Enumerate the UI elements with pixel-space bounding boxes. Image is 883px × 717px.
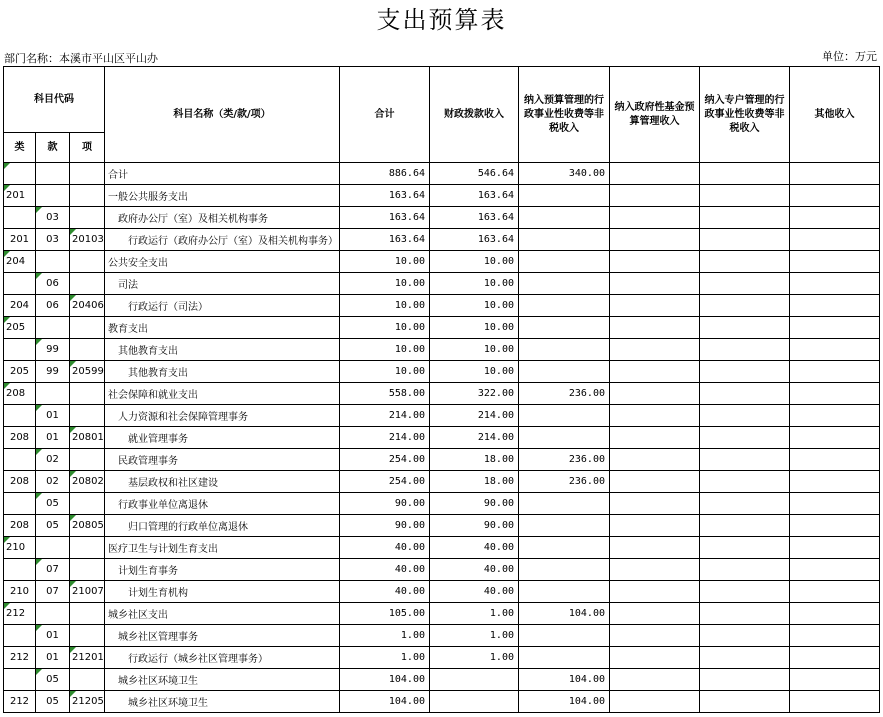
cell-special-mgmt xyxy=(700,229,790,251)
cell-special-mgmt xyxy=(700,559,790,581)
cell-name: 政府办公厅（室）及相关机构事务 xyxy=(105,207,340,229)
cell-other xyxy=(790,559,880,581)
cell-gov-fund xyxy=(610,163,700,185)
cell-budget-mgmt xyxy=(519,493,610,515)
table-row xyxy=(4,229,880,251)
cell-name: 行政运行（司法） xyxy=(105,295,340,317)
cell-special-mgmt xyxy=(700,317,790,339)
cell-name: 司法 xyxy=(105,273,340,295)
cell-kuan: 01 xyxy=(36,405,70,427)
cell-kuan xyxy=(36,603,70,625)
cell-special-mgmt xyxy=(700,251,790,273)
cell-special-mgmt xyxy=(700,581,790,603)
cell-other xyxy=(790,449,880,471)
cell-special-mgmt xyxy=(700,471,790,493)
cell-fiscal: 10.00 xyxy=(430,317,519,339)
table-row xyxy=(4,163,880,185)
cell-xiang xyxy=(70,537,105,559)
cell-xiang xyxy=(70,493,105,515)
cell-lei: 208 xyxy=(4,471,36,493)
cell-special-mgmt xyxy=(700,647,790,669)
cell-total: 1.00 xyxy=(340,625,430,647)
cell-total: 558.00 xyxy=(340,383,430,405)
cell-lei xyxy=(4,493,36,515)
header-kuan: 款 xyxy=(36,133,70,163)
cell-fiscal: 10.00 xyxy=(430,273,519,295)
cell-xiang xyxy=(70,339,105,361)
table-row xyxy=(4,185,880,207)
table-row xyxy=(4,581,880,603)
cell-name: 社会保障和就业支出 xyxy=(105,383,340,405)
cell-budget-mgmt xyxy=(519,207,610,229)
cell-gov-fund xyxy=(610,581,700,603)
cell-lei xyxy=(4,207,36,229)
cell-special-mgmt xyxy=(700,163,790,185)
cell-xiang xyxy=(70,383,105,405)
cell-name: 城乡社区环境卫生 xyxy=(105,691,340,713)
cell-lei: 208 xyxy=(4,515,36,537)
cell-kuan xyxy=(36,317,70,339)
cell-budget-mgmt xyxy=(519,229,610,251)
cell-name: 其他教育支出 xyxy=(105,339,340,361)
cell-gov-fund xyxy=(610,317,700,339)
cell-gov-fund xyxy=(610,229,700,251)
cell-budget-mgmt: 236.00 xyxy=(519,449,610,471)
cell-fiscal: 90.00 xyxy=(430,493,519,515)
cell-gov-fund xyxy=(610,647,700,669)
unit-label: 单位：万元 xyxy=(822,50,877,63)
cell-total: 10.00 xyxy=(340,273,430,295)
cell-xiang xyxy=(70,405,105,427)
cell-special-mgmt xyxy=(700,273,790,295)
header-name: 科目名称（类/款/项） xyxy=(105,67,340,163)
table-row xyxy=(4,603,880,625)
cell-gov-fund xyxy=(610,207,700,229)
table-row xyxy=(4,383,880,405)
cell-lei xyxy=(4,559,36,581)
header-gov-fund: 纳入政府性基金预算管理收入 xyxy=(610,67,700,163)
cell-xiang xyxy=(70,625,105,647)
cell-name: 教育支出 xyxy=(105,317,340,339)
cell-other xyxy=(790,691,880,713)
cell-special-mgmt xyxy=(700,427,790,449)
cell-xiang: 21205 xyxy=(70,691,105,713)
expenditure-budget-table xyxy=(3,66,880,713)
cell-name: 医疗卫生与计划生育支出 xyxy=(105,537,340,559)
cell-xiang xyxy=(70,185,105,207)
cell-kuan: 99 xyxy=(36,339,70,361)
cell-lei: 205 xyxy=(4,361,36,383)
cell-lei: 201 xyxy=(4,185,36,207)
cell-kuan xyxy=(36,251,70,273)
cell-budget-mgmt xyxy=(519,537,610,559)
table-row xyxy=(4,317,880,339)
cell-kuan: 05 xyxy=(36,691,70,713)
cell-other xyxy=(790,185,880,207)
cell-budget-mgmt xyxy=(519,317,610,339)
cell-lei: 210 xyxy=(4,581,36,603)
cell-other xyxy=(790,163,880,185)
cell-other xyxy=(790,229,880,251)
cell-fiscal: 10.00 xyxy=(430,295,519,317)
department-name: 部门名称：本溪市平山区平山办 xyxy=(4,52,158,65)
cell-other xyxy=(790,493,880,515)
cell-budget-mgmt xyxy=(519,295,610,317)
cell-budget-mgmt: 104.00 xyxy=(519,669,610,691)
cell-other xyxy=(790,471,880,493)
cell-other xyxy=(790,405,880,427)
cell-name: 就业管理事务 xyxy=(105,427,340,449)
table-body xyxy=(4,163,880,713)
cell-total: 10.00 xyxy=(340,361,430,383)
cell-total: 10.00 xyxy=(340,317,430,339)
table-row xyxy=(4,691,880,713)
cell-xiang: 20599 xyxy=(70,361,105,383)
header-xiang: 项 xyxy=(70,133,105,163)
cell-total: 254.00 xyxy=(340,471,430,493)
cell-other xyxy=(790,581,880,603)
cell-kuan: 05 xyxy=(36,515,70,537)
cell-lei: 210 xyxy=(4,537,36,559)
cell-special-mgmt xyxy=(700,361,790,383)
cell-lei: 201 xyxy=(4,229,36,251)
cell-lei: 208 xyxy=(4,427,36,449)
cell-xiang: 20406 xyxy=(70,295,105,317)
cell-xiang xyxy=(70,317,105,339)
cell-name: 人力资源和社会保障管理事务 xyxy=(105,405,340,427)
cell-name: 行政事业单位离退休 xyxy=(105,493,340,515)
cell-total: 10.00 xyxy=(340,251,430,273)
cell-budget-mgmt xyxy=(519,559,610,581)
cell-kuan: 02 xyxy=(36,449,70,471)
cell-other xyxy=(790,207,880,229)
cell-budget-mgmt xyxy=(519,361,610,383)
cell-budget-mgmt: 340.00 xyxy=(519,163,610,185)
cell-fiscal: 40.00 xyxy=(430,537,519,559)
cell-fiscal: 546.64 xyxy=(430,163,519,185)
table-row xyxy=(4,669,880,691)
cell-fiscal: 18.00 xyxy=(430,449,519,471)
cell-other xyxy=(790,251,880,273)
cell-xiang xyxy=(70,449,105,471)
cell-other xyxy=(790,647,880,669)
header-budget-mgmt: 纳入预算管理的行政事业性收费等非税收入 xyxy=(519,67,610,163)
cell-kuan: 01 xyxy=(36,625,70,647)
cell-fiscal xyxy=(430,669,519,691)
cell-xiang xyxy=(70,163,105,185)
cell-budget-mgmt xyxy=(519,515,610,537)
cell-gov-fund xyxy=(610,669,700,691)
cell-xiang: 20801 xyxy=(70,427,105,449)
table-row xyxy=(4,251,880,273)
cell-kuan: 01 xyxy=(36,647,70,669)
cell-kuan xyxy=(36,185,70,207)
cell-fiscal: 10.00 xyxy=(430,251,519,273)
cell-budget-mgmt xyxy=(519,273,610,295)
cell-gov-fund xyxy=(610,251,700,273)
cell-xiang: 20802 xyxy=(70,471,105,493)
cell-lei xyxy=(4,163,36,185)
cell-fiscal: 10.00 xyxy=(430,361,519,383)
cell-budget-mgmt xyxy=(519,647,610,669)
table-row xyxy=(4,449,880,471)
cell-xiang xyxy=(70,559,105,581)
cell-total: 163.64 xyxy=(340,185,430,207)
cell-fiscal: 1.00 xyxy=(430,647,519,669)
cell-special-mgmt xyxy=(700,537,790,559)
cell-lei: 205 xyxy=(4,317,36,339)
cell-other xyxy=(790,295,880,317)
table-row xyxy=(4,405,880,427)
cell-budget-mgmt xyxy=(519,405,610,427)
header-lei: 类 xyxy=(4,133,36,163)
table-row xyxy=(4,493,880,515)
cell-total: 163.64 xyxy=(340,229,430,251)
cell-fiscal: 1.00 xyxy=(430,625,519,647)
cell-other xyxy=(790,625,880,647)
cell-xiang: 20805 xyxy=(70,515,105,537)
cell-other xyxy=(790,383,880,405)
cell-total: 104.00 xyxy=(340,669,430,691)
cell-name: 公共安全支出 xyxy=(105,251,340,273)
cell-special-mgmt xyxy=(700,603,790,625)
cell-kuan: 03 xyxy=(36,207,70,229)
table-row xyxy=(4,559,880,581)
cell-kuan: 01 xyxy=(36,427,70,449)
cell-other xyxy=(790,515,880,537)
header-other: 其他收入 xyxy=(790,67,880,163)
cell-fiscal xyxy=(430,691,519,713)
cell-gov-fund xyxy=(610,185,700,207)
table-row xyxy=(4,515,880,537)
cell-lei: 204 xyxy=(4,295,36,317)
cell-kuan: 07 xyxy=(36,559,70,581)
cell-fiscal: 163.64 xyxy=(430,229,519,251)
cell-special-mgmt xyxy=(700,207,790,229)
table-row xyxy=(4,295,880,317)
cell-kuan: 99 xyxy=(36,361,70,383)
cell-xiang xyxy=(70,669,105,691)
cell-total: 254.00 xyxy=(340,449,430,471)
cell-total: 40.00 xyxy=(340,581,430,603)
cell-name: 城乡社区环境卫生 xyxy=(105,669,340,691)
table-row xyxy=(4,625,880,647)
cell-fiscal: 90.00 xyxy=(430,515,519,537)
cell-lei xyxy=(4,339,36,361)
cell-other xyxy=(790,427,880,449)
cell-lei: 212 xyxy=(4,647,36,669)
cell-budget-mgmt xyxy=(519,427,610,449)
cell-lei: 212 xyxy=(4,691,36,713)
cell-fiscal: 163.64 xyxy=(430,207,519,229)
table-row xyxy=(4,273,880,295)
cell-xiang xyxy=(70,273,105,295)
table-row xyxy=(4,471,880,493)
table-row xyxy=(4,427,880,449)
cell-gov-fund xyxy=(610,625,700,647)
cell-name: 计划生育机构 xyxy=(105,581,340,603)
cell-xiang: 21201 xyxy=(70,647,105,669)
cell-name: 城乡社区支出 xyxy=(105,603,340,625)
cell-xiang xyxy=(70,207,105,229)
cell-gov-fund xyxy=(610,515,700,537)
cell-gov-fund xyxy=(610,471,700,493)
cell-total: 104.00 xyxy=(340,691,430,713)
cell-total: 40.00 xyxy=(340,537,430,559)
cell-special-mgmt xyxy=(700,185,790,207)
cell-lei xyxy=(4,669,36,691)
cell-fiscal: 163.64 xyxy=(430,185,519,207)
cell-budget-mgmt: 236.00 xyxy=(519,383,610,405)
cell-name: 基层政权和社区建设 xyxy=(105,471,340,493)
cell-budget-mgmt xyxy=(519,251,610,273)
cell-gov-fund xyxy=(610,449,700,471)
cell-total: 105.00 xyxy=(340,603,430,625)
cell-total: 40.00 xyxy=(340,559,430,581)
cell-lei xyxy=(4,405,36,427)
cell-kuan: 07 xyxy=(36,581,70,603)
cell-budget-mgmt: 104.00 xyxy=(519,603,610,625)
cell-total: 10.00 xyxy=(340,339,430,361)
cell-special-mgmt xyxy=(700,295,790,317)
cell-gov-fund xyxy=(610,537,700,559)
cell-fiscal: 40.00 xyxy=(430,581,519,603)
cell-special-mgmt xyxy=(700,691,790,713)
cell-name: 一般公共服务支出 xyxy=(105,185,340,207)
cell-name: 行政运行（政府办公厅（室）及相关机构事务） xyxy=(105,229,340,251)
cell-total: 90.00 xyxy=(340,493,430,515)
cell-gov-fund xyxy=(610,427,700,449)
cell-total: 214.00 xyxy=(340,427,430,449)
header-fiscal: 财政拨款收入 xyxy=(430,67,519,163)
cell-kuan: 06 xyxy=(36,295,70,317)
cell-gov-fund xyxy=(610,691,700,713)
cell-budget-mgmt xyxy=(519,185,610,207)
cell-kuan: 05 xyxy=(36,669,70,691)
cell-gov-fund xyxy=(610,361,700,383)
cell-lei: 208 xyxy=(4,383,36,405)
cell-gov-fund xyxy=(610,295,700,317)
cell-budget-mgmt: 236.00 xyxy=(519,471,610,493)
table-row xyxy=(4,361,880,383)
cell-total: 886.64 xyxy=(340,163,430,185)
cell-lei xyxy=(4,625,36,647)
cell-kuan xyxy=(36,383,70,405)
cell-budget-mgmt xyxy=(519,339,610,361)
cell-special-mgmt xyxy=(700,515,790,537)
cell-name: 其他教育支出 xyxy=(105,361,340,383)
cell-total: 10.00 xyxy=(340,295,430,317)
header-special-mgmt: 纳入专户管理的行政事业性收费等非税收入 xyxy=(700,67,790,163)
cell-kuan: 06 xyxy=(36,273,70,295)
cell-gov-fund xyxy=(610,493,700,515)
cell-name: 城乡社区管理事务 xyxy=(105,625,340,647)
cell-fiscal: 1.00 xyxy=(430,603,519,625)
cell-other xyxy=(790,603,880,625)
cell-lei: 204 xyxy=(4,251,36,273)
cell-name: 行政运行（城乡社区管理事务） xyxy=(105,647,340,669)
cell-fiscal: 214.00 xyxy=(430,405,519,427)
cell-special-mgmt xyxy=(700,493,790,515)
cell-name: 民政管理事务 xyxy=(105,449,340,471)
table-row xyxy=(4,537,880,559)
cell-xiang: 21007 xyxy=(70,581,105,603)
page-title: 支出预算表 xyxy=(376,6,507,34)
cell-budget-mgmt: 104.00 xyxy=(519,691,610,713)
cell-budget-mgmt xyxy=(519,625,610,647)
cell-gov-fund xyxy=(610,273,700,295)
cell-name: 计划生育事务 xyxy=(105,559,340,581)
cell-special-mgmt xyxy=(700,339,790,361)
table-row xyxy=(4,207,880,229)
cell-kuan: 03 xyxy=(36,229,70,251)
cell-gov-fund xyxy=(610,405,700,427)
cell-lei xyxy=(4,273,36,295)
cell-name: 归口管理的行政单位离退休 xyxy=(105,515,340,537)
cell-gov-fund xyxy=(610,603,700,625)
cell-special-mgmt xyxy=(700,625,790,647)
cell-special-mgmt xyxy=(700,405,790,427)
cell-fiscal: 10.00 xyxy=(430,339,519,361)
cell-kuan: 05 xyxy=(36,493,70,515)
header-total: 合计 xyxy=(340,67,430,163)
cell-gov-fund xyxy=(610,383,700,405)
cell-lei: 212 xyxy=(4,603,36,625)
cell-name: 合计 xyxy=(105,163,340,185)
cell-total: 163.64 xyxy=(340,207,430,229)
cell-special-mgmt xyxy=(700,383,790,405)
cell-budget-mgmt xyxy=(519,581,610,603)
cell-fiscal: 18.00 xyxy=(430,471,519,493)
cell-kuan: 02 xyxy=(36,471,70,493)
cell-kuan xyxy=(36,537,70,559)
header-code-group: 科目代码 xyxy=(4,67,105,133)
cell-fiscal: 214.00 xyxy=(430,427,519,449)
cell-fiscal: 40.00 xyxy=(430,559,519,581)
cell-other xyxy=(790,339,880,361)
cell-other xyxy=(790,361,880,383)
cell-total: 90.00 xyxy=(340,515,430,537)
cell-xiang xyxy=(70,251,105,273)
cell-other xyxy=(790,317,880,339)
cell-total: 214.00 xyxy=(340,405,430,427)
cell-other xyxy=(790,273,880,295)
table-row xyxy=(4,339,880,361)
cell-fiscal: 322.00 xyxy=(430,383,519,405)
cell-other xyxy=(790,537,880,559)
cell-total: 1.00 xyxy=(340,647,430,669)
cell-other xyxy=(790,669,880,691)
cell-kuan xyxy=(36,163,70,185)
cell-xiang xyxy=(70,603,105,625)
cell-xiang: 20103 xyxy=(70,229,105,251)
cell-gov-fund xyxy=(610,339,700,361)
table-row xyxy=(4,647,880,669)
cell-special-mgmt xyxy=(700,449,790,471)
cell-lei xyxy=(4,449,36,471)
cell-special-mgmt xyxy=(700,669,790,691)
cell-gov-fund xyxy=(610,559,700,581)
